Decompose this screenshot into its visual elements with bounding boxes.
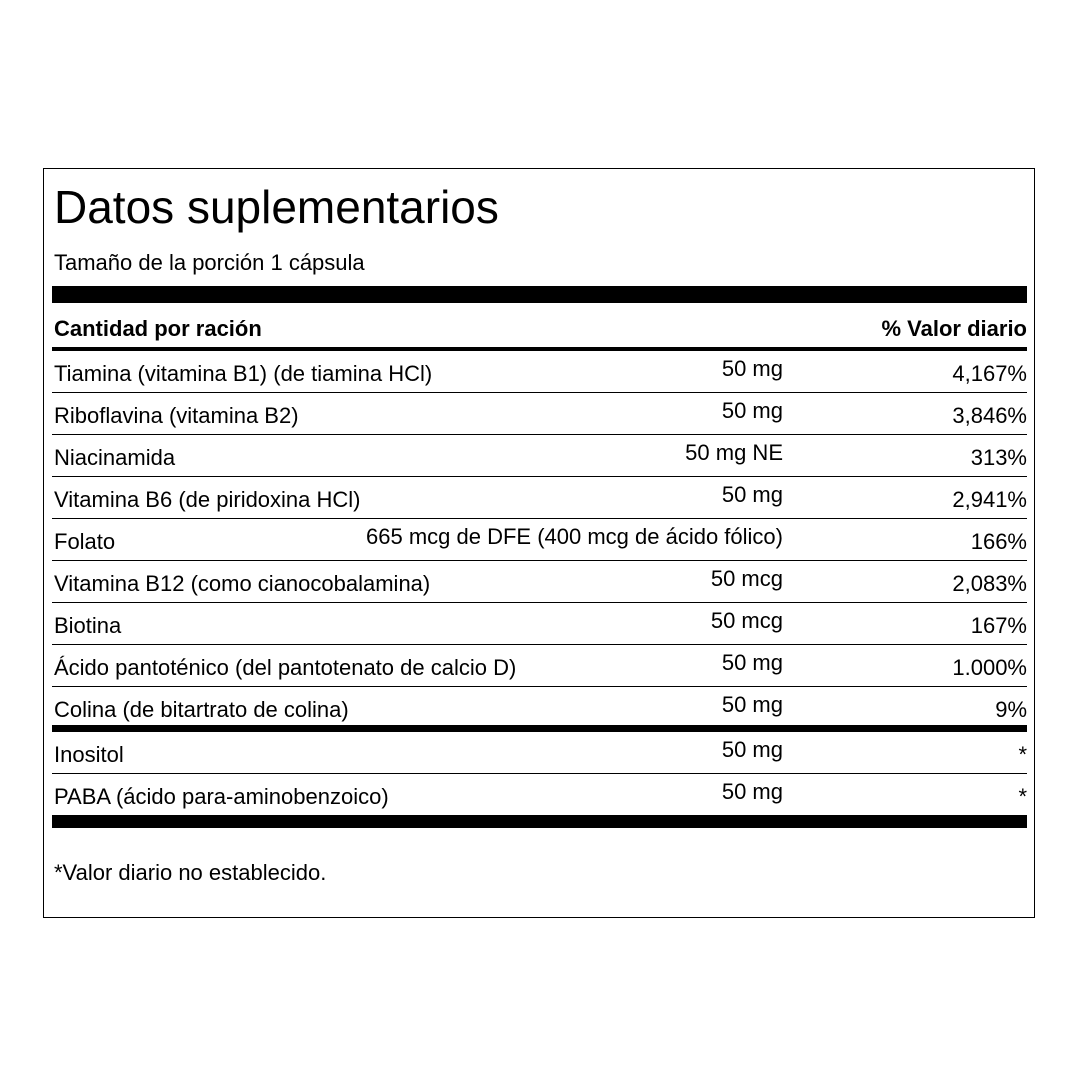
nutrient-amount: 50 mg	[721, 650, 783, 675]
table-row	[52, 732, 1027, 774]
nutrient-name: Niacinamida	[54, 445, 176, 470]
nutrient-name: Biotina	[54, 613, 122, 638]
supplement-facts-panel	[43, 168, 1035, 918]
nutrient-daily-value: 2,083%	[952, 571, 1027, 596]
nutrient-amount: 50 mg	[721, 692, 783, 717]
nutrient-amount: 665 mcg de DFE (400 mcg de ácido fólico)	[366, 524, 783, 549]
table-header	[54, 313, 1027, 345]
nutrient-amount: 50 mg	[721, 482, 783, 507]
nutrient-name: Vitamina B6 (de piridoxina HCl)	[54, 487, 361, 512]
nutrient-amount: 50 mg	[721, 356, 783, 381]
nutrient-daily-value: 3,846%	[952, 403, 1027, 428]
nutrient-name: Tiamina (vitamina B1) (de tiamina HCl)	[54, 361, 433, 386]
nutrient-table	[52, 351, 1027, 816]
daily-value-header: % Valor diario	[881, 316, 1027, 341]
nutrient-name: PABA (ácido para-aminobenzoico)	[54, 784, 389, 809]
table-row	[52, 393, 1027, 435]
panel-title: Datos suplementarios	[54, 181, 499, 233]
nutrient-daily-value: 4,167%	[952, 361, 1027, 386]
nutrient-name: Vitamina B12 (como cianocobalamina)	[54, 571, 431, 596]
nutrient-amount: 50 mg	[721, 398, 783, 423]
table-row	[52, 645, 1027, 687]
table-row	[52, 774, 1027, 816]
table-row	[52, 351, 1027, 393]
table-row	[52, 435, 1027, 477]
nutrient-daily-value: 313%	[970, 445, 1027, 470]
table-row	[52, 519, 1027, 561]
top-divider-bar	[52, 286, 1027, 303]
table-row	[52, 603, 1027, 645]
bottom-divider-bar	[52, 815, 1027, 828]
nutrient-daily-value: 2,941%	[952, 487, 1027, 512]
nutrient-amount: 50 mcg	[710, 566, 783, 591]
nutrient-name: Riboflavina (vitamina B2)	[54, 403, 299, 428]
table-row	[52, 477, 1027, 519]
nutrient-name: Inositol	[54, 742, 124, 767]
nutrient-daily-value: *	[1018, 742, 1027, 767]
nutrient-amount: 50 mg	[721, 737, 783, 762]
nutrient-daily-value: 1.000%	[952, 655, 1027, 680]
nutrient-name: Ácido pantoténico (del pantotenato de calcio D)	[54, 655, 517, 680]
serving-size: Tamaño de la porción 1 cápsula	[54, 250, 365, 275]
nutrient-amount: 50 mg	[721, 779, 783, 804]
nutrient-daily-value: *	[1018, 784, 1027, 809]
nutrient-name: Colina (de bitartrato de colina)	[54, 697, 349, 722]
nutrient-name: Folato	[54, 529, 116, 554]
nutrient-amount: 50 mcg	[710, 608, 783, 633]
nutrient-amount: 50 mg NE	[685, 440, 783, 465]
table-row	[52, 561, 1027, 603]
nutrient-daily-value: 167%	[970, 613, 1027, 638]
footnote: *Valor diario no establecido.	[54, 860, 327, 885]
nutrient-daily-value: 9%	[995, 697, 1027, 722]
nutrient-daily-value: 166%	[970, 529, 1027, 554]
amount-per-serving-header: Cantidad por ración	[54, 316, 262, 341]
table-row	[52, 687, 1027, 732]
